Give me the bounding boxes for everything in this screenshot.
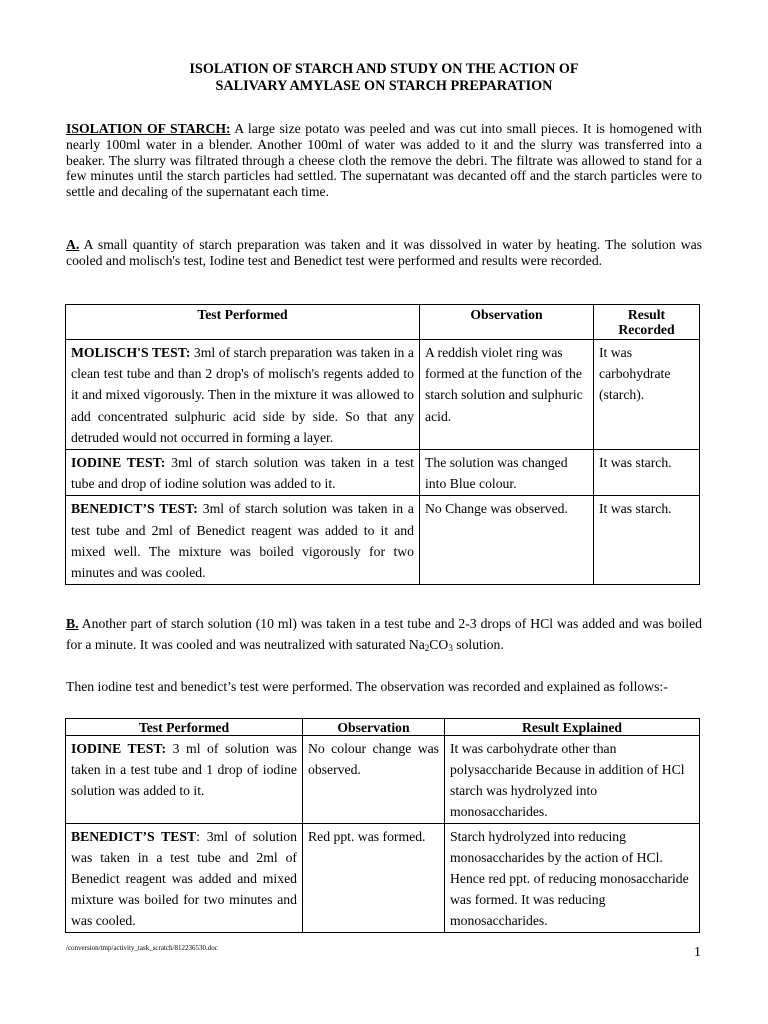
header-observation: Observation <box>303 719 445 736</box>
header-test-performed: Test Performed <box>66 719 303 736</box>
test-cell <box>66 340 420 450</box>
footer-file-path: /conversion/tmp/activity_task_scratch/812236530.doc <box>66 944 218 952</box>
result-cell: It was carbohydrate other than polysaccharide Because in addition of HCl starch was hydrolyzed into monosaccharides. <box>445 736 700 824</box>
observation-cell: No Change was observed. <box>420 496 594 585</box>
test-text: 3ml of starch solution was taken in a test tube and drop of iodine solution was added to it. <box>71 455 414 492</box>
table-row <box>66 824 700 933</box>
title-line-2: SALIVARY AMYLASE ON STARCH PREPARATION <box>215 78 553 94</box>
section-a-heading: A. <box>66 237 80 252</box>
test-name: IODINE TEST: <box>71 741 167 756</box>
result-cell: It was starch. <box>594 496 700 585</box>
subscript-2: 2 <box>424 643 430 653</box>
page-number: 1 <box>694 945 701 960</box>
table-header-row <box>66 719 700 736</box>
table-tests-b <box>65 718 700 933</box>
isolation-paragraph <box>66 121 702 200</box>
isolation-heading: ISOLATION OF STARCH: <box>66 121 231 136</box>
table-row <box>66 736 700 824</box>
test-cell <box>66 450 420 496</box>
table-row <box>66 340 700 450</box>
isolation-text: A large size potato was peeled and was cut into small pieces. It is homogened with nearly 100ml water in a blender. Another 100ml of water was added to it and the slurry was transferred into a beaker. The slurry was filtrated through a cheese cloth the remove the debri. The filtrate was allowed to stand for a few minutes until the starch particles had settled. The supernatant was decanted off and the starch particles were to settle and decaling of the supernatant each time. <box>66 121 703 200</box>
header-observation: Observation <box>420 305 594 340</box>
table-row <box>66 496 700 585</box>
observation-cell: Red ppt. was formed. <box>303 824 445 933</box>
then-paragraph: Then iodine test and benedict’s test were performed. The observation was recorded and explained as follows:- <box>66 679 668 694</box>
test-text: 3ml of starch preparation was taken in a clean test tube and than 2 drop's of molisch's regents added to it and mixed vigorously. Then in the mixture it was allowed to add concentrated sulphuric acid side by side. So that any detruded would not occurred in forming a layer. <box>71 345 414 445</box>
test-name: IODINE TEST: <box>71 455 166 471</box>
section-b-text-end: solution. <box>452 637 504 652</box>
section-a-text: A small quantity of starch preparation was taken and it was dissolved in water by heating. The solution was cooled and molisch's test, Iodine test and Benedict test were performed and results were recorded. <box>66 237 702 268</box>
header-result-explained: Result Explained <box>445 719 700 736</box>
test-text: : 3ml of solution was taken in a test tube and 2ml of Benedict reagent was added and mixed mixture was boiled for two minutes and was cooled. <box>71 829 297 928</box>
section-b-text: Another part of starch solution (10 ml) was taken in a test tube and 2-3 drops of HCl was added and was boiled for a minute. It was cooled and was neutralized with saturated Na <box>66 616 702 652</box>
test-text: 3ml of starch solution was taken in a test tube and 2ml of Benedict reagent was added to it and mixed well. The mixture was boiled vigorously for two minutes and was cooled. <box>71 501 414 581</box>
test-cell <box>66 824 303 933</box>
section-a-paragraph <box>66 237 702 269</box>
header-result-recorded: Result Recorded <box>594 305 700 340</box>
header-test-performed: Test Performed <box>66 305 420 340</box>
test-name: BENEDICT’S TEST <box>71 829 197 844</box>
test-name: BENEDICT’S TEST: <box>71 501 198 517</box>
test-name: MOLISCH'S TEST: <box>71 345 191 360</box>
test-text: 3 ml of solution was taken in a test tube and 1 drop of iodine solution was added to it. <box>71 741 297 798</box>
section-b-heading: B. <box>66 616 79 631</box>
table-header-row <box>66 305 700 340</box>
test-cell <box>66 736 303 824</box>
section-b-paragraph <box>66 613 702 655</box>
result-cell: It was starch. <box>594 450 700 496</box>
table-tests-a <box>65 304 700 585</box>
title-line-1: ISOLATION OF STARCH AND STUDY ON THE ACTION OF <box>189 61 579 77</box>
subscript-3: 3 <box>448 643 453 653</box>
result-cell: Starch hydrolyzed into reducing monosaccharides by the action of HCl. Hence red ppt. of reducing monosaccharide was formed. It was reducing monosaccharides. <box>445 824 700 933</box>
test-cell <box>66 496 420 585</box>
observation-cell: A reddish violet ring was formed at the function of the starch solution and sulphuric acid. <box>420 340 594 450</box>
observation-cell: No colour change was observed. <box>303 736 445 824</box>
document-title <box>66 61 702 95</box>
result-cell: It was carbohydrate (starch). <box>594 340 700 450</box>
observation-cell: The solution was changed into Blue colour. <box>420 450 594 496</box>
table-row <box>66 450 700 496</box>
formula-co: CO <box>429 637 449 652</box>
